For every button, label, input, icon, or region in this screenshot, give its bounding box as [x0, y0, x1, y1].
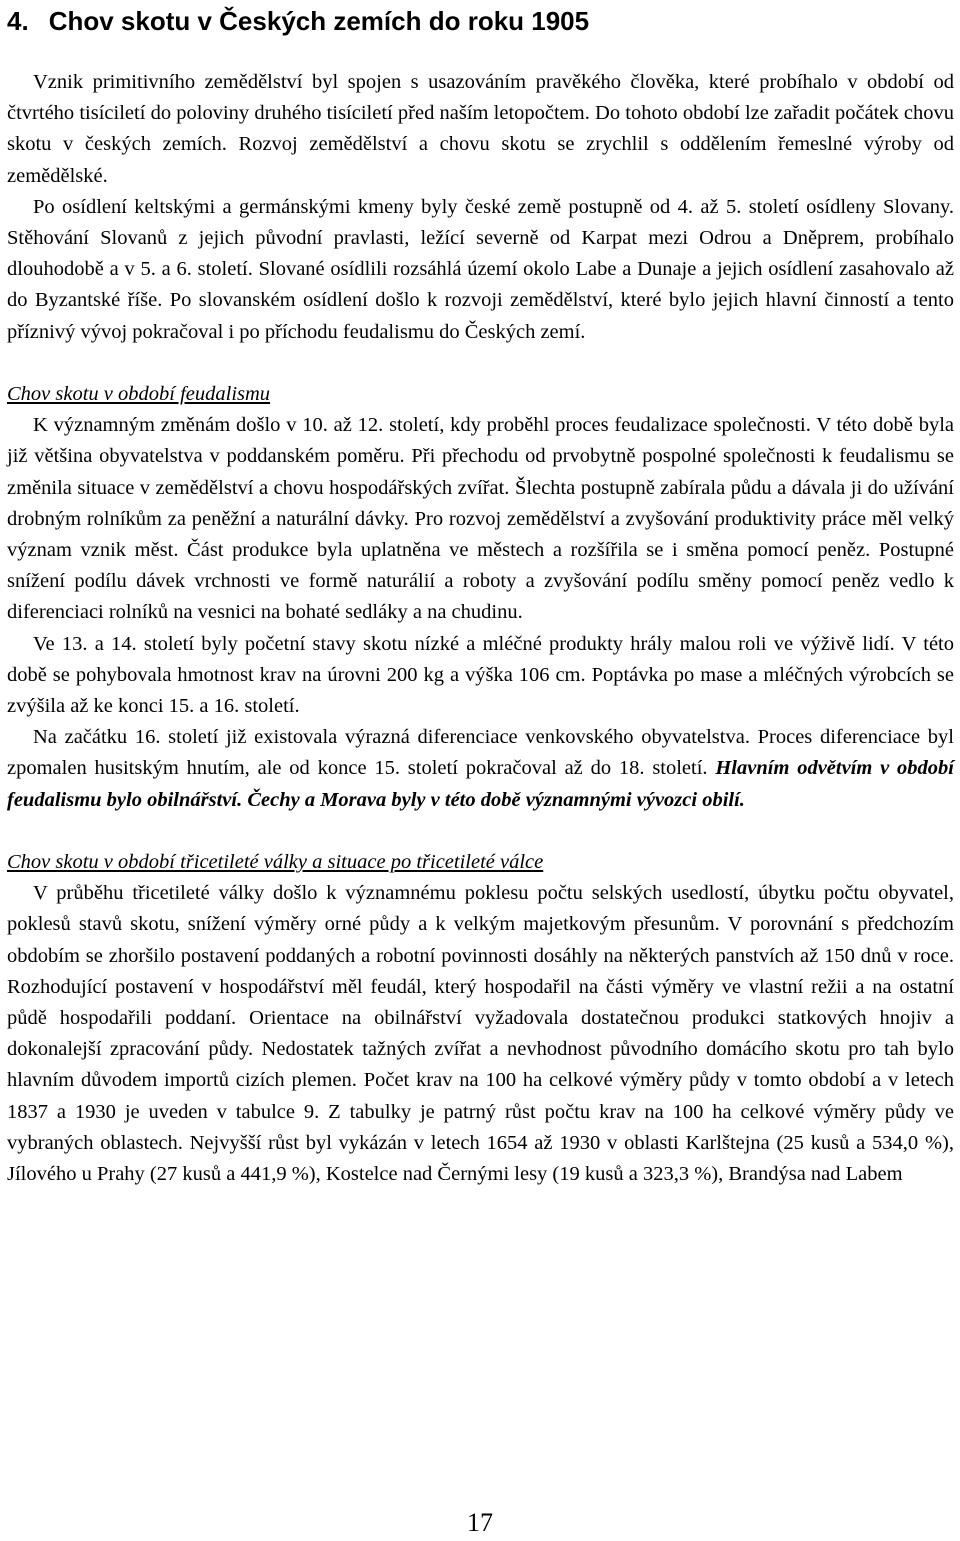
- chapter-number: 4.: [7, 6, 29, 36]
- section-heading-feudalism: Chov skotu v období feudalismu: [7, 383, 271, 406]
- intro-paragraph-2: Po osídlení keltskými a germánskými kmeny byly české země postupně od 4. až 5. století osídleny Slovany. Stěhování Slovanů z jejich původní pravlasti, ležící severně od Karpat mezi Odrou a Dněprem, probíhalo dlouhodobě a v 5. a 6. století. Slované osídlili rozsáhlá území okolo Labe a Dunaje a jejich osídlení zasahovalo až do Byzantské říše. Po slovanském osídlení došlo k rozvoji zemědělství, které bylo jejich hlavní činností a tento příznivý vývoj pokračoval i po příchodu feudalismu do Českých zemí.: [7, 195, 954, 343]
- feudalism-paragraph-3-emphasis: Hlavním odvětvím v období feudalismu bylo obilnářství. Čechy a Morava byly v této době významnými vývozci obilí.: [7, 757, 954, 811]
- feudalism-paragraph-1: K významným změnám došlo v 10. až 12. století, kdy proběhl proces feudalizace společnosti. V této době byla již většina obyvatelstva v poddanském poměru. Při přechodu od prvobytně pospolné společnosti k feudalismu se změnila situace v zemědělství a chovu hospodářských zvířat. Šlechta postupně zabírala půdu a dávala ji do užívání drobným rolníkům za peněžní a naturální dávky. Pro rozvoj zemědělství a zvyšování produktivity práce měl velký význam vznik měst. Část produkce byla uplatněna ve městech a rozšířila se i směna pomocí peněz. Postupné snížení podílu dávek vrchnosti ve formě naturálií a roboty a zvyšování podílu směny pomocí peněz vedlo k diferenciaci rolníků na vesnici na bohaté sedláky a na chudinu.: [7, 414, 954, 624]
- feudalism-paragraph-2: Ve 13. a 14. století byly početní stavy skotu nízké a mléčné produkty hrály malou roli ve výživě lidí. V této době se pohybovala hmotnost krav na úrovni 200 kg a výška 106 cm. Poptávka po mase a mléčných výrobcích se zvýšila až ke konci 15. a 16. století.: [7, 632, 954, 718]
- intro-paragraph-1: Vznik primitivního zemědělství byl spojen s usazováním pravěkého člověka, které probíhalo v období od čtvrtého tisíciletí do poloviny druhého tisíciletí před naším letopočtem. Do tohoto období lze zařadit počátek chovu skotu v českých zemích. Rozvoj zemědělství a chovu skotu se zrychlil s oddělením řemeslné výroby od zemědělské.: [7, 71, 954, 187]
- feudalism-paragraph-3: [7, 722, 954, 816]
- chapter-title: [7, 4, 954, 38]
- document-page: [7, 0, 954, 1190]
- thirty-years-war-paragraph-1: V průběhu třicetileté války došlo k významnému poklesu počtu selských usedlostí, úbytku počtu obyvatel, poklesů stavů skotu, snížení výměry orné půdy a k velkým majetkovým přesunům. V porovnání s předchozím obdobím se zhoršilo postavení poddaných a robotní povinnosti dosáhly na některých panstvích až 150 dnů v roce. Rozhodující postavení v hospodářství měl feudál, který hospodařil na části výměry ve vlastní režii a na ostatní půdě hospodařili poddaní. Orientace na obilnářství vyžadovala dostatečnou produkci statkových hnojiv a dokonalejší zpracování půdy. Nedostatek tažných zvířat a nevhodnost původního domácího skotu pro tah bylo hlavním důvodem importů cizích plemen. Počet krav na 100 ha celkové výměry půdy v tomto období a v letech 1837 a 1930 je uveden v tabulce 9. Z tabulky je patrný růst počtu krav na 100 ha celkové výměry půdy ve vybraných oblastech. Nejvyšší růst byl vykázán v letech 1654 až 1930 v oblasti Karlštejna (25 kusů a 534,0 %), Jílového u Prahy (27 kusů a 441,9 %), Kostelce nad Černými lesy (19 kusů a 323,3 %), Brandýsa nad Labem: [7, 882, 954, 1186]
- page-number: 17: [467, 1508, 493, 1537]
- feudalism-paragraph-3-text: Na začátku 16. století již existovala výrazná diferenciace venkovského obyvatelstva. Proces diferenciace byl zpomalen husitským hnutím, ale od konce 15. století pokračoval až do 18. století.: [7, 726, 954, 780]
- chapter-title-text: Chov skotu v Českých zemích do roku 1905: [48, 6, 590, 36]
- section-heading-thirty-years-war: Chov skotu v období třicetileté války a situace po třicetileté válce: [7, 851, 544, 874]
